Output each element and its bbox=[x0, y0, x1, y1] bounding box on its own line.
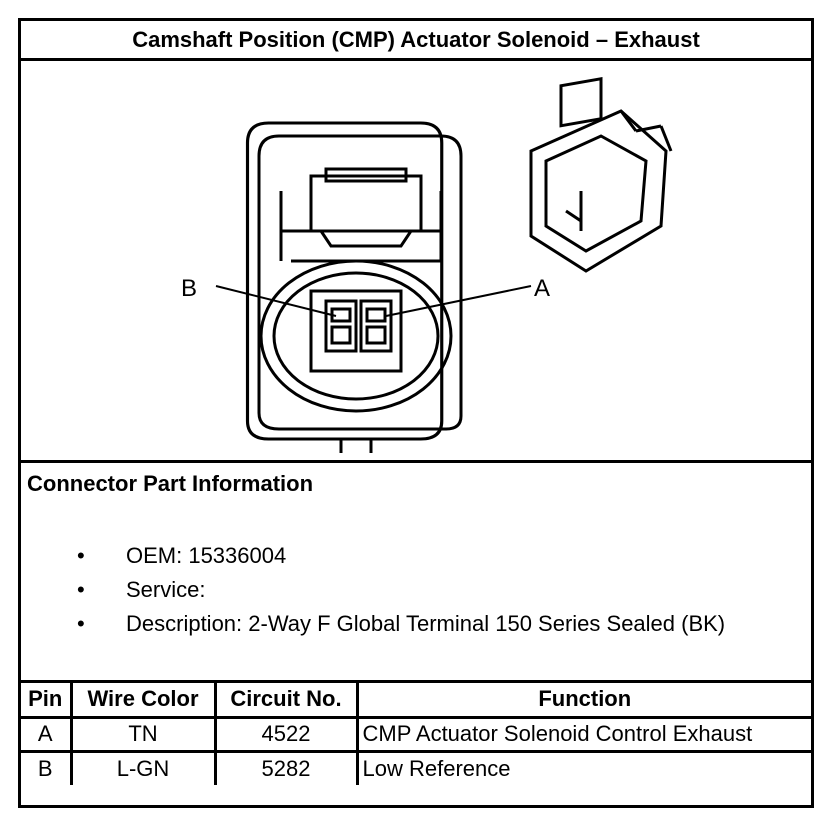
bullet: • bbox=[77, 577, 85, 602]
table-row bbox=[21, 751, 811, 785]
pin-label-b: B bbox=[181, 275, 198, 302]
cell-pin: A bbox=[21, 717, 71, 751]
header-circuit-no: Circuit No. bbox=[215, 683, 357, 717]
cell-function: Low Reference bbox=[357, 751, 811, 785]
bullet: • bbox=[77, 543, 85, 568]
header-wire-color: Wire Color bbox=[71, 683, 215, 717]
leader-line-a bbox=[386, 286, 531, 316]
info-item-oem bbox=[21, 539, 725, 573]
connector-face-drawing bbox=[21, 61, 811, 461]
connector-3d-illustration bbox=[531, 79, 671, 271]
cell-wire-color: TN bbox=[71, 717, 215, 751]
connector-diagram bbox=[21, 61, 811, 463]
table-header-row bbox=[21, 683, 811, 717]
cell-function: CMP Actuator Solenoid Control Exhaust bbox=[357, 717, 811, 751]
cell-circuit-no: 4522 bbox=[215, 717, 357, 751]
bullet: • bbox=[77, 611, 85, 636]
info-item-service bbox=[21, 573, 725, 607]
info-heading: Connector Part Information bbox=[27, 471, 314, 496]
page-title: Camshaft Position (CMP) Actuator Solenoid – Exhaust bbox=[21, 21, 811, 61]
connector-sheet bbox=[18, 18, 814, 808]
info-item-text: OEM: 15336004 bbox=[126, 543, 287, 568]
cell-wire-color: L-GN bbox=[71, 751, 215, 785]
pin-label-a: A bbox=[534, 275, 551, 302]
connector-part-info bbox=[21, 463, 811, 683]
info-list bbox=[21, 539, 725, 641]
latch-tab bbox=[311, 176, 421, 231]
info-item-description bbox=[21, 607, 725, 641]
header-pin: Pin bbox=[21, 683, 71, 717]
cell-circuit-no: 5282 bbox=[215, 751, 357, 785]
table-row bbox=[21, 717, 811, 751]
header-function: Function bbox=[357, 683, 811, 717]
info-item-text: Description: 2-Way F Global Terminal 150 Series Sealed (BK) bbox=[126, 611, 726, 636]
info-item-text: Service: bbox=[126, 577, 206, 602]
cell-pin: B bbox=[21, 751, 71, 785]
pinout-table bbox=[21, 683, 811, 785]
